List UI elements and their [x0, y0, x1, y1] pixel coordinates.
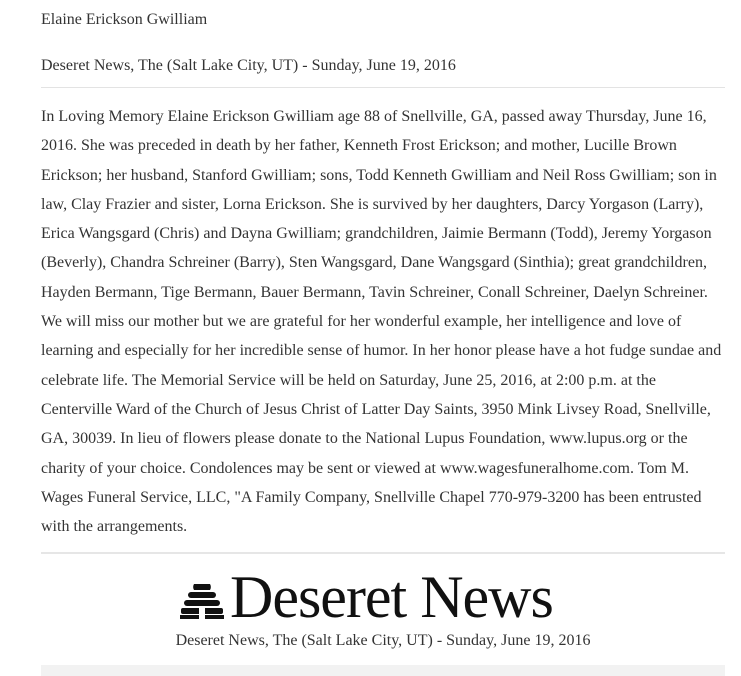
source-line: Deseret News, The (Salt Lake City, UT) - Sunday, June 19, 2016	[41, 57, 456, 74]
divider	[41, 87, 725, 88]
decedent-name: Elaine Erickson Gwilliam	[41, 11, 208, 28]
obituary-text: In Loving Memory Elaine Erickson Gwilliam age 88 of Snellville, GA, passed away Thursday, June 16, 2016. She was preceded in death by her father, Kenneth Frost Erickson; and mother, Lucille Brown Erickson; her husband, Stanford Gwilliam; sons, Todd Kenneth Gwilliam and Neil Ross Gwilliam; son in law, Clay Frazier and sister, Lorna Erickson. She is survived by her daughters, Darcy Yorgason (Larry), Erica Wangsgard (Chris) and Dayna Gwilliam; grandchildren, Jaimie Bermann (Todd), Jeremy Yorgason (Beverly), Chandra Schreiner (Barry), Sten Wangsgard, Dane Wangsgard (Sinthia); great grandchildren, Hayden Bermann, Tige Bermann, Bauer Bermann, Tavin Schreiner, Conall Schreiner, Daelyn Schreiner. We will miss our mother but we are grateful for her wonderful example, her intelligence and love of learning and especially for her incredible sense of humor. In her honor please have a hot fudge sundae and celebrate life. The Memorial Service will be held on Saturday, June 25, 2016, at 2:00 p.m. at the Centerville Ward of the Church of Jesus Christ of Latter Day Saints, 3950 Mink Livsey Road, Snellville, GA, 30039. In lieu of flowers please donate to the National Lupus Foundation, www.lupus.org or the charity of your choice. Condolences may be sent or viewed at www.wagesfuneralhome.com. Tom M. Wages Funeral Service, LLC, "A Family Company, Snellville Chapel 770-979-3200 has been entrusted with the arrangements.	[41, 108, 722, 536]
newspaper-logo: Deseret News	[230, 564, 553, 630]
masthead-caption: Deseret News, The (Salt Lake City, UT) - Sunday, June 19, 2016	[175, 632, 591, 649]
beehive-icon	[180, 581, 224, 619]
newspaper-masthead	[41, 566, 725, 628]
footer-band	[41, 665, 725, 676]
divider	[41, 552, 725, 554]
